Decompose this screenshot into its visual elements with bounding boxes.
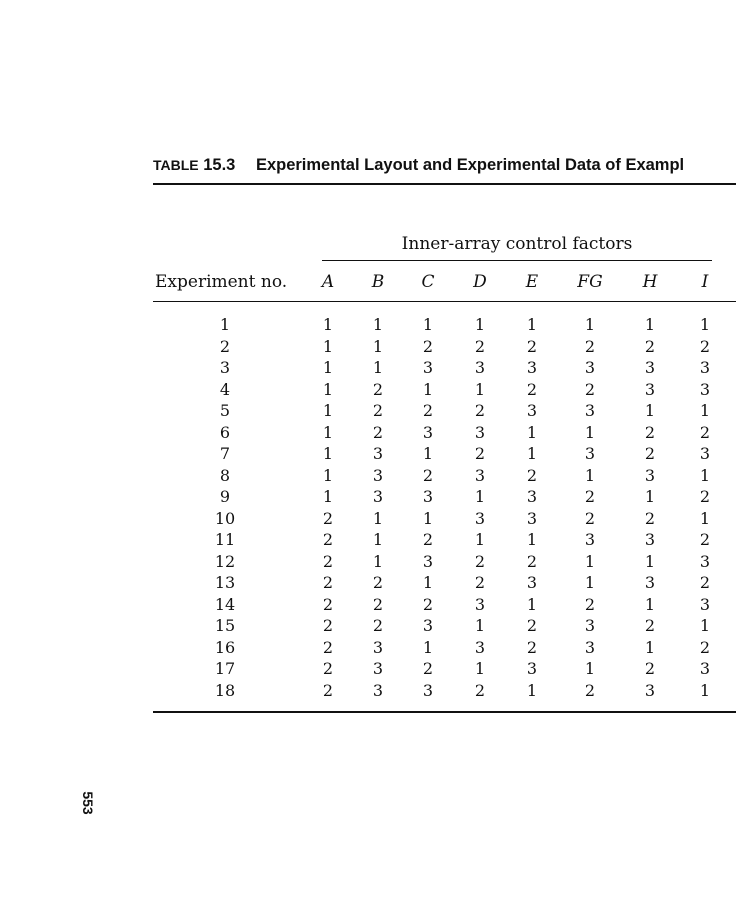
factor-level-cell: 2 <box>422 336 434 356</box>
factor-level-cell: 2 <box>474 401 486 420</box>
factor-level-cell: 3 <box>584 637 596 657</box>
caption-label: TABLE <box>153 157 199 173</box>
factor-level-cell: 1 <box>644 315 656 334</box>
factor-level-cell: 3 <box>474 637 486 657</box>
factor-level-cell: 1 <box>699 680 711 700</box>
factor-level-cell: 2 <box>372 401 384 420</box>
factor-level-cell: 3 <box>644 680 656 700</box>
factor-level-cell: 1 <box>584 315 596 334</box>
factor-level-cell: 1 <box>644 487 656 506</box>
experiment-number-cell: 11 <box>214 530 236 549</box>
factor-level-cell: 3 <box>699 551 711 571</box>
factor-level-cell: 2 <box>699 487 711 506</box>
experiment-number-cell: 6 <box>219 422 231 442</box>
factor-level-cell: 1 <box>322 422 334 442</box>
factor-level-cell: 3 <box>699 379 711 399</box>
factor-level-cell: 2 <box>699 336 711 356</box>
factor-level-cell: 2 <box>322 530 334 549</box>
factor-level-cell: 1 <box>584 551 596 571</box>
factor-level-cell: 2 <box>372 573 384 592</box>
factor-level-cell: 2 <box>322 680 334 700</box>
factor-level-cell: 1 <box>422 637 434 657</box>
factor-level-cell: 3 <box>644 573 656 592</box>
factor-level-cell: 2 <box>474 336 486 356</box>
factor-level-cell: 3 <box>422 487 434 506</box>
factor-level-cell: 2 <box>584 594 596 614</box>
factor-level-cell: 3 <box>526 487 538 506</box>
factor-level-cell: 3 <box>422 616 434 635</box>
factor-level-cell: 2 <box>644 422 656 442</box>
experiment-number-cell: 18 <box>214 680 236 700</box>
factor-level-cell: 1 <box>526 444 538 463</box>
factor-header: D <box>473 272 487 292</box>
factor-level-cell: 3 <box>644 358 656 377</box>
factor-level-cell: 1 <box>322 401 334 420</box>
factor-level-cell: 3 <box>422 422 434 442</box>
factor-level-cell: 3 <box>474 594 486 614</box>
table-top-rule <box>153 183 736 185</box>
factor-level-cell: 2 <box>322 508 334 528</box>
factor-level-cell: 2 <box>644 508 656 528</box>
factor-level-cell: 1 <box>644 594 656 614</box>
experiment-number-cell: 7 <box>219 444 231 463</box>
factor-level-cell: 2 <box>372 616 384 635</box>
factor-level-cell: 1 <box>526 530 538 549</box>
factor-level-cell: 2 <box>422 594 434 614</box>
factor-level-cell: 1 <box>372 315 384 334</box>
factor-header: H <box>642 272 658 292</box>
factor-level-cell: 2 <box>584 508 596 528</box>
factor-level-cell: 2 <box>422 401 434 420</box>
factor-level-cell: 3 <box>526 401 538 420</box>
factor-header: FG <box>577 272 603 292</box>
factor-level-cell: 3 <box>526 358 538 377</box>
factor-level-cell: 3 <box>372 680 384 700</box>
factor-level-cell: 3 <box>644 379 656 399</box>
factor-level-cell: 1 <box>699 465 711 485</box>
factor-level-cell: 3 <box>644 465 656 485</box>
factor-level-cell: 2 <box>422 530 434 549</box>
factor-level-cell: 2 <box>699 637 711 657</box>
factor-level-cell: 2 <box>322 637 334 657</box>
factor-level-cell: 3 <box>474 422 486 442</box>
factor-level-cell: 1 <box>584 422 596 442</box>
factor-level-cell: 2 <box>584 379 596 399</box>
factor-level-cell: 1 <box>584 573 596 592</box>
experiment-number-cell: 13 <box>214 573 236 592</box>
factor-level-cell: 1 <box>422 573 434 592</box>
factor-level-cell: 1 <box>372 358 384 377</box>
factor-level-cell: 1 <box>422 379 434 399</box>
factor-level-cell: 2 <box>644 336 656 356</box>
factor-level-cell: 2 <box>322 659 334 678</box>
factor-level-cell: 2 <box>699 422 711 442</box>
factor-level-cell: 3 <box>422 680 434 700</box>
factor-level-cell: 1 <box>422 315 434 334</box>
factor-level-cell: 1 <box>322 379 334 399</box>
group-header-rule <box>322 260 712 261</box>
factor-level-cell: 2 <box>474 573 486 592</box>
factor-level-cell: 3 <box>474 358 486 377</box>
factor-level-cell: 3 <box>699 444 711 463</box>
experiment-number-cell: 10 <box>214 508 236 528</box>
factor-level-cell: 1 <box>322 315 334 334</box>
factor-level-cell: 1 <box>474 659 486 678</box>
experiment-number-cell: 2 <box>219 336 231 356</box>
factor-header: E <box>525 272 539 292</box>
factor-level-cell: 3 <box>644 530 656 549</box>
factor-level-cell: 3 <box>526 573 538 592</box>
factor-level-cell: 3 <box>422 358 434 377</box>
factor-level-cell: 3 <box>584 616 596 635</box>
experiment-number-cell: 4 <box>219 379 231 399</box>
factor-level-cell: 1 <box>644 551 656 571</box>
factor-level-cell: 2 <box>322 594 334 614</box>
table-bottom-rule <box>153 711 736 713</box>
factor-level-cell: 3 <box>422 551 434 571</box>
factor-level-cell: 2 <box>474 444 486 463</box>
factor-level-cell: 1 <box>699 508 711 528</box>
factor-level-cell: 2 <box>322 573 334 592</box>
factor-level-cell: 2 <box>699 573 711 592</box>
factor-level-cell: 3 <box>526 508 538 528</box>
factor-level-cell: 1 <box>474 487 486 506</box>
factor-level-cell: 1 <box>526 315 538 334</box>
factor-level-cell: 1 <box>699 401 711 420</box>
factor-level-cell: 2 <box>322 551 334 571</box>
factor-level-cell: 2 <box>422 465 434 485</box>
inner-array-group-header: Inner-array control factors <box>401 234 633 254</box>
factor-level-cell: 2 <box>372 594 384 614</box>
factor-level-cell: 2 <box>526 637 538 657</box>
factor-level-cell: 3 <box>474 465 486 485</box>
factor-level-cell: 3 <box>526 659 538 678</box>
factor-level-cell: 2 <box>644 616 656 635</box>
factor-level-cell: 2 <box>526 336 538 356</box>
factor-level-cell: 3 <box>584 444 596 463</box>
factor-level-cell: 1 <box>322 487 334 506</box>
factor-level-cell: 2 <box>372 422 384 442</box>
factor-header: C <box>421 272 435 292</box>
factor-level-cell: 3 <box>699 659 711 678</box>
experiment-number-cell: 17 <box>214 659 236 678</box>
factor-level-cell: 1 <box>322 358 334 377</box>
factor-level-cell: 3 <box>372 487 384 506</box>
factor-level-cell: 1 <box>422 508 434 528</box>
factor-level-cell: 2 <box>526 616 538 635</box>
factor-level-cell: 2 <box>584 680 596 700</box>
factor-level-cell: 1 <box>322 336 334 356</box>
factor-level-cell: 2 <box>372 379 384 399</box>
page-number: 553 <box>80 791 96 815</box>
factor-level-cell: 1 <box>372 551 384 571</box>
factor-level-cell: 1 <box>699 616 711 635</box>
factor-level-cell: 1 <box>584 659 596 678</box>
factor-level-cell: 2 <box>474 551 486 571</box>
factor-level-cell: 3 <box>372 465 384 485</box>
factor-level-cell: 1 <box>644 401 656 420</box>
factor-header: B <box>371 272 385 292</box>
factor-level-cell: 2 <box>644 659 656 678</box>
factor-level-cell: 2 <box>526 379 538 399</box>
factor-level-cell: 1 <box>474 315 486 334</box>
experiment-number-cell: 9 <box>219 487 231 506</box>
experiment-number-cell: 14 <box>214 594 236 614</box>
experiment-number-cell: 15 <box>214 616 236 635</box>
factor-level-cell: 1 <box>526 680 538 700</box>
factor-level-cell: 1 <box>372 530 384 549</box>
experiment-number-cell: 8 <box>219 465 231 485</box>
experiment-number-cell: 16 <box>214 637 236 657</box>
header-rule <box>153 301 736 302</box>
caption-number: 15.3 <box>203 156 236 174</box>
factor-level-cell: 1 <box>422 444 434 463</box>
factor-level-cell: 2 <box>584 487 596 506</box>
factor-level-cell: 1 <box>699 315 711 334</box>
factor-level-cell: 3 <box>372 659 384 678</box>
factor-level-cell: 2 <box>474 680 486 700</box>
factor-level-cell: 2 <box>322 616 334 635</box>
factor-level-cell: 1 <box>372 336 384 356</box>
factor-level-cell: 2 <box>422 659 434 678</box>
factor-level-cell: 1 <box>526 422 538 442</box>
factor-level-cell: 1 <box>322 465 334 485</box>
factor-level-cell: 1 <box>322 444 334 463</box>
experiment-no-header: Experiment no. <box>155 272 288 292</box>
factor-level-cell: 2 <box>699 530 711 549</box>
factor-level-cell: 3 <box>699 358 711 377</box>
factor-level-cell: 2 <box>526 465 538 485</box>
experiment-number-cell: 12 <box>214 551 236 571</box>
experiment-number-cell: 1 <box>219 315 231 334</box>
factor-level-cell: 1 <box>644 637 656 657</box>
factor-level-cell: 1 <box>474 530 486 549</box>
table-caption <box>153 156 684 175</box>
experiment-number-cell: 5 <box>219 401 231 420</box>
factor-level-cell: 3 <box>584 358 596 377</box>
factor-level-cell: 3 <box>699 594 711 614</box>
factor-header: I <box>701 272 709 292</box>
factor-level-cell: 1 <box>584 465 596 485</box>
factor-level-cell: 2 <box>526 551 538 571</box>
factor-level-cell: 3 <box>584 530 596 549</box>
factor-level-cell: 1 <box>372 508 384 528</box>
factor-level-cell: 3 <box>584 401 596 420</box>
factor-level-cell: 2 <box>644 444 656 463</box>
factor-level-cell: 1 <box>526 594 538 614</box>
factor-level-cell: 1 <box>474 616 486 635</box>
factor-level-cell: 1 <box>474 379 486 399</box>
factor-level-cell: 3 <box>372 444 384 463</box>
caption-title: Experimental Layout and Experimental Data of Exampl <box>255 156 685 174</box>
factor-level-cell: 3 <box>372 637 384 657</box>
experiment-number-cell: 3 <box>219 358 231 377</box>
factor-header: A <box>321 272 335 292</box>
factor-level-cell: 2 <box>584 336 596 356</box>
factor-level-cell: 3 <box>474 508 486 528</box>
